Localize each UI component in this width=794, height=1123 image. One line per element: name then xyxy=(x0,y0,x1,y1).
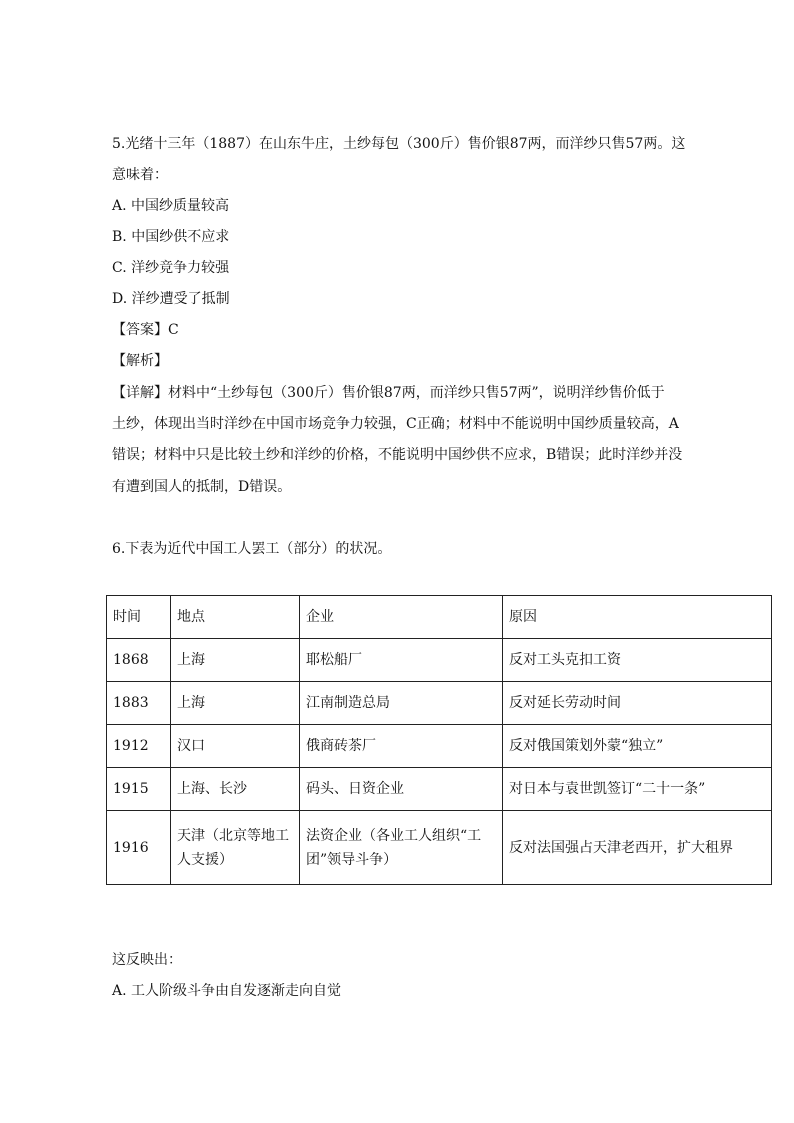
q5-analysis-label: 【解析】 xyxy=(112,353,168,369)
header-cell: 原因 xyxy=(503,596,772,639)
table-cell: 江南制造总局 xyxy=(300,682,503,725)
table-row xyxy=(107,768,772,811)
q5-detail-line4: 有遭到国人的抵制，D错误。 xyxy=(112,479,292,495)
table-cell: 反对俄国策划外蒙“独立” xyxy=(503,725,772,768)
table-cell: 耶松船厂 xyxy=(300,639,503,682)
q5-option-c: C. 洋纱竞争力较强 xyxy=(112,260,230,276)
q5-stem-line1: 5.光绪十三年（1887）在山东牛庄，土纱每包（300斤）售价银87两，而洋纱只售57两。这 xyxy=(112,136,686,152)
q5-option-b: B. 中国纱供不应求 xyxy=(112,229,230,245)
q5-option-a: A. 中国纱质量较高 xyxy=(112,198,230,214)
q6-question: 这反映出： xyxy=(112,952,182,968)
header-cell: 企业 xyxy=(300,596,503,639)
strike-table xyxy=(106,595,772,885)
q6-option-a: A. 工人阶级斗争由自发逐渐走向自觉 xyxy=(112,983,342,999)
table-header-row xyxy=(107,596,772,639)
table-cell: 1912 xyxy=(107,725,171,768)
table-cell: 1868 xyxy=(107,639,171,682)
table-cell: 反对工头克扣工资 xyxy=(503,639,772,682)
table-cell: 上海 xyxy=(171,639,300,682)
table-cell: 1883 xyxy=(107,682,171,725)
table-cell: 汉口 xyxy=(171,725,300,768)
q5-detail-line1: 【详解】材料中“土纱每包（300斤）售价银87两，而洋纱只售57两”，说明洋纱售价低于 xyxy=(112,385,665,401)
table-row xyxy=(107,639,772,682)
table-cell: 1916 xyxy=(107,811,171,885)
table-cell: 码头、日资企业 xyxy=(300,768,503,811)
q5-option-d: D. 洋纱遭受了抵制 xyxy=(112,291,230,307)
q6-stem: 6.下表为近代中国工人罢工（部分）的状况。 xyxy=(112,541,392,557)
q5-detail-line2: 土纱，体现出当时洋纱在中国市场竞争力较强，C正确；材料中不能说明中国纱质量较高，A xyxy=(112,416,679,432)
table-cell: 反对延长劳动时间 xyxy=(503,682,772,725)
q5-stem-line2: 意味着： xyxy=(112,167,168,183)
table-cell: 天津（北京等地工人支援） xyxy=(171,811,300,885)
table-cell: 俄商砖茶厂 xyxy=(300,725,503,768)
table-row xyxy=(107,725,772,768)
table-cell: 1915 xyxy=(107,768,171,811)
header-cell: 时间 xyxy=(107,596,171,639)
table-cell: 反对法国强占天津老西开，扩大租界 xyxy=(503,811,772,885)
q5-detail-line3: 错误；材料中只是比较土纱和洋纱的价格，不能说明中国纱供不应求，B错误；此时洋纱并没 xyxy=(112,447,683,463)
table-cell: 上海、长沙 xyxy=(171,768,300,811)
table-row xyxy=(107,682,772,725)
table-row xyxy=(107,811,772,885)
q5-answer: 【答案】C xyxy=(112,322,179,338)
header-cell: 地点 xyxy=(171,596,300,639)
table-cell: 法资企业（各业工人组织“工团”领导斗争） xyxy=(300,811,503,885)
table-cell: 上海 xyxy=(171,682,300,725)
table-cell: 对日本与袁世凯签订“二十一条” xyxy=(503,768,772,811)
